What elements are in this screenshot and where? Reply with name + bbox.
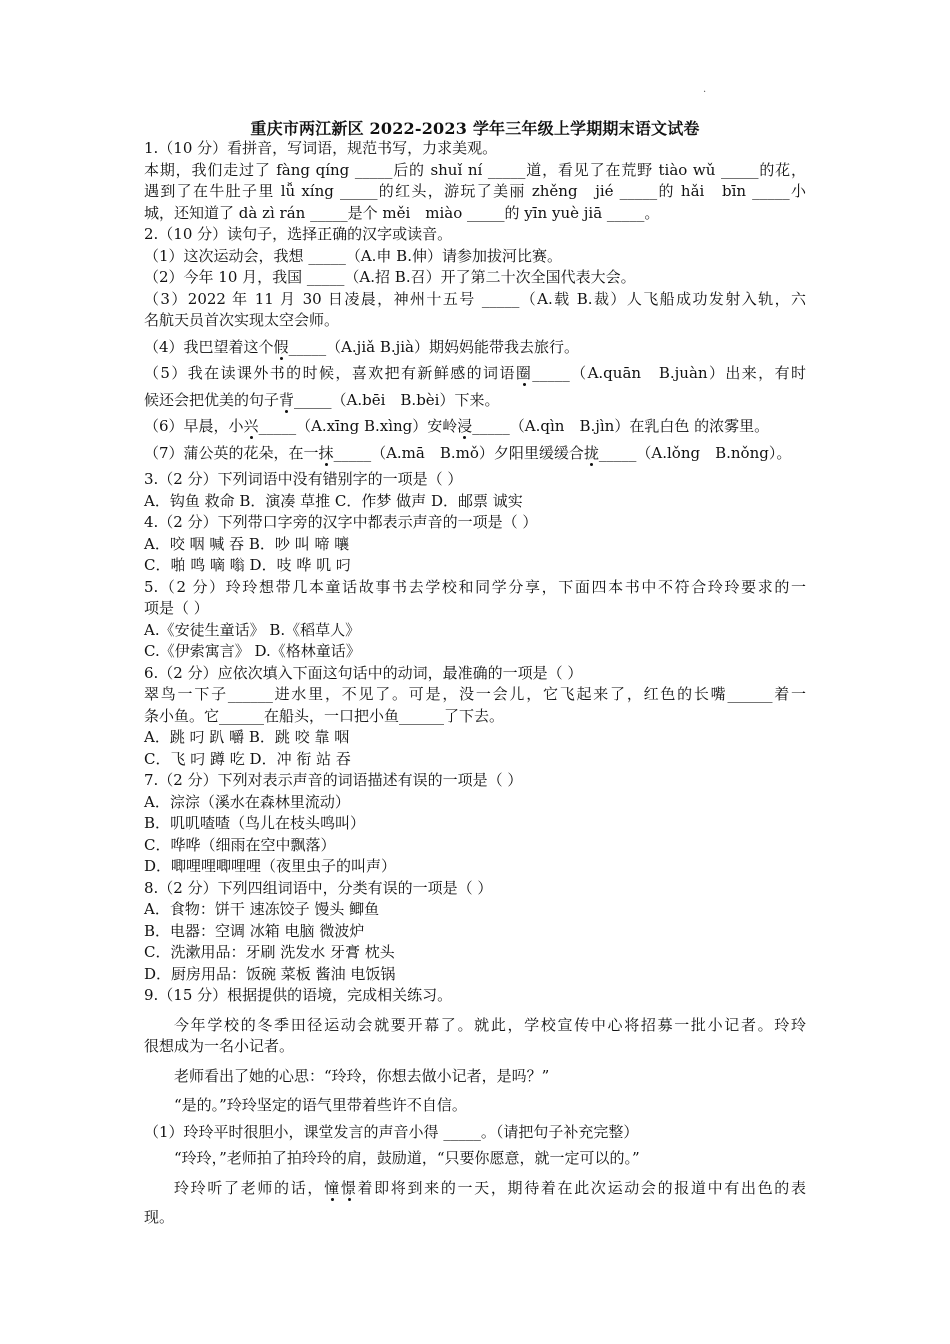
q5-options-ab: A.《安徒生童话》 B.《稻草人》 [144,620,361,639]
q6-text-line-2: 条小鱼。它______在船头，一口把小鱼______了下去。 [144,706,505,725]
q2-item-6-dotted-char-2: 浸 [457,417,473,435]
q2-item-7-post: _____（A.lǒng B.nǒng）。 [598,443,792,462]
q5-options-cd: C.《伊索寓言》 D.《格林童话》 [144,642,361,660]
q4-heading: 4.（2 分）下列带口字旁的汉字中都表示声音的一项是（ ） [144,513,538,531]
q2-item-3-line-1: （3）2022 年 11 月 30 日凌晨，神州十五号 _____（A.载 B.裁）人飞船成功发射入轨，六 [144,289,806,308]
q2-item-7-dotted-char-1: 抹 [318,443,334,462]
q8-option-b: B．电器：空调 冰箱 电脑 微波炉 [144,921,365,940]
q8-option-d: D．厨房用品：饭碗 菜板 酱油 电饭锅 [144,964,396,983]
q7-option-d: D．唧哩哩唧哩哩（夜里虫子的叫声） [144,857,397,875]
q2-item-5b-dotted-char: 背 [279,390,295,409]
q9-paragraph-5-pre: 玲玲听了老师的话， [174,1178,325,1197]
q2-item-6-pre: （6）早晨，小 [144,417,244,435]
q2-item-5b-pre: 候还会把优美的句子 [144,390,280,409]
q2-item-4-pre: （4）我巴望着这个 [144,337,274,356]
q2-item-4-dotted-char: 假 [273,337,289,356]
q7-option-b: B．叽叽喳喳（鸟儿在枝头鸣叫） [144,814,366,832]
q2-item-5-pre: （5）我在读课外书的时候，喜欢把有新鲜感的词语 [144,364,516,382]
q5-heading-line-2: 项是（ ） [144,599,209,617]
q8-option-c: C．洗漱用品：牙刷 洗发水 牙膏 枕头 [144,943,395,961]
q3-heading: 3.（2 分）下列词语中没有错别字的一项是（ ） [144,470,463,488]
q5-heading-line-1: 5.（2 分）玲玲想带几本童话故事书去学校和同学分享，下面四本书中不符合玲玲要求的一 [144,577,806,596]
q2-item-5-dotted-char: 圈 [515,364,533,382]
q9-paragraph-1-line-1: 今年学校的冬季田径运动会就要开幕了。就此，学校宣传中心将招募一批小记者。玲玲 [174,1015,806,1034]
q2-heading: 2.（10 分）读句子，选择正确的汉字或读音。 [144,225,453,243]
q2-item-3-line-2: 名航天员首次实现太空会师。 [144,311,340,329]
q9-heading: 9.（15 分）根据提供的语境，完成相关练习。 [144,986,453,1004]
q4-options-ab: A．咬 咽 喊 吞 B．吵 叫 啼 嚷 [144,534,350,553]
q9-paragraph-3: “是的。”玲玲坚定的语气里带着些许不自信。 [174,1096,467,1114]
q2-item-5-post: _____（A.quān B.juàn）出来，有时 [532,364,806,382]
q2-item-7-mid: _____（A.mā B.mǒ）夕阳里缓缓合 [333,443,584,462]
q9-paragraph-5-dotted-char-1: 憧 [324,1178,341,1197]
q6-heading: 6.（2 分）应依次填入下面这句话中的动词，最准确的一项是（ ） [144,663,583,682]
q2-item-7 [144,443,806,465]
q1-line-2: 遇到了在牛肚子里 lǚ xíng _____的红头，游玩了美丽 zhěng jié _____的 hǎi bīn _____小 [144,182,806,200]
q9-paragraph-5-dotted-char-2: 憬 [340,1178,358,1197]
q6-text-line-1: 翠鸟一下子______进水里，不见了。可是，没一会儿，它飞起来了，红色的长嘴______着一 [144,685,806,703]
q1-heading: 1.（10 分）看拼音，写词语，规范书写，力求美观。 [144,139,498,157]
q2-item-6-post: _____（A.qìn B.jìn）在乳白色 的浓雾里。 [472,417,770,435]
q4-options-cd: C．啪 鸣 嘀 嗡 D．吱 哗 叽 叼 [144,556,351,574]
q7-option-c: C．哗哗（细雨在空中飘落） [144,835,336,854]
q2-item-6 [144,416,806,438]
q9-paragraph-5-post: 着即将到来的一天，期待着在此次运动会的报道中有出色的表 [357,1178,806,1197]
q9-subquestion-1: （1）玲玲平时很胆小，课堂发言的声音小得 _____。（请把句子补充完整） [144,1122,639,1141]
q8-heading: 8.（2 分）下列四组词语中，分类有误的一项是（ ） [144,878,493,897]
q1-line-3: 城，还知道了 dà zì rán _____是个 měi miào _____的 yīn yuè jiā _____。 [144,203,660,222]
q9-paragraph-2: 老师看出了她的心思：“玲玲，你想去做小记者，是吗？” [174,1066,550,1085]
q1-line-1: 本期，我们走过了 fàng qíng _____后的 shuǐ ní _____道，看见了在荒野 tiào wǔ _____的花， [144,160,806,179]
q2-item-7-pre: （7）蒲公英的花朵，在一 [144,443,319,462]
q2-item-1: （1）这次运动会，我想 _____（A.申 B.伸）请参加拔河比赛。 [144,246,562,265]
q7-heading: 7.（2 分）下列对表示声音的词语描述有误的一项是（ ） [144,771,523,789]
q3-options: A．钩鱼 救命 B．演凑 草推 C．作梦 做声 D．邮票 诚实 [144,491,523,510]
q9-paragraph-1-line-2: 很想成为一名小记者。 [144,1037,295,1055]
q2-item-5-line-2 [144,390,806,412]
q6-options-ab: A．跳 叼 趴 嚼 B．跳 咬 靠 咽 [144,728,350,746]
q2-item-5b-post: _____（A.bēi B.bèi）下来。 [294,390,500,409]
q2-item-2: （2）今年 10 月，我国 _____（A.招 B.召）开了第二十次全国代表大会。 [144,268,636,286]
q9-paragraph-4: “玲玲，”老师拍了拍玲玲的肩，鼓励道，“只要你愿意，就一定可以的。” [174,1149,640,1167]
exam-title: 重庆市两江新区 2022-2023 学年三年级上学期期末语文试卷 [250,119,700,138]
page-mark: . [703,84,707,95]
q2-item-6-dotted-char-1: 兴 [243,417,259,435]
q7-option-a: A．淙淙（溪水在森林里流动） [144,792,350,811]
q9-paragraph-5-line-1 [144,1178,806,1200]
exam-content [144,138,806,1229]
q2-item-7-dotted-char-2: 拢 [583,443,599,462]
q9-paragraph-5-line-2: 现。 [144,1208,175,1226]
q2-item-6-mid: _____（A.xīng B.xìng）安岭 [258,417,458,435]
q2-item-4-post: _____（A.jiǎ B.jià）期妈妈能带我去旅行。 [288,337,580,356]
q8-option-a: A．食物：饼干 速冻饺子 馒头 鲫鱼 [144,900,380,918]
q2-item-5-line-1 [144,363,806,385]
q6-options-cd: C．飞 叼 蹲 吃 D．冲 衔 站 吞 [144,749,351,768]
q2-item-4 [144,337,806,359]
